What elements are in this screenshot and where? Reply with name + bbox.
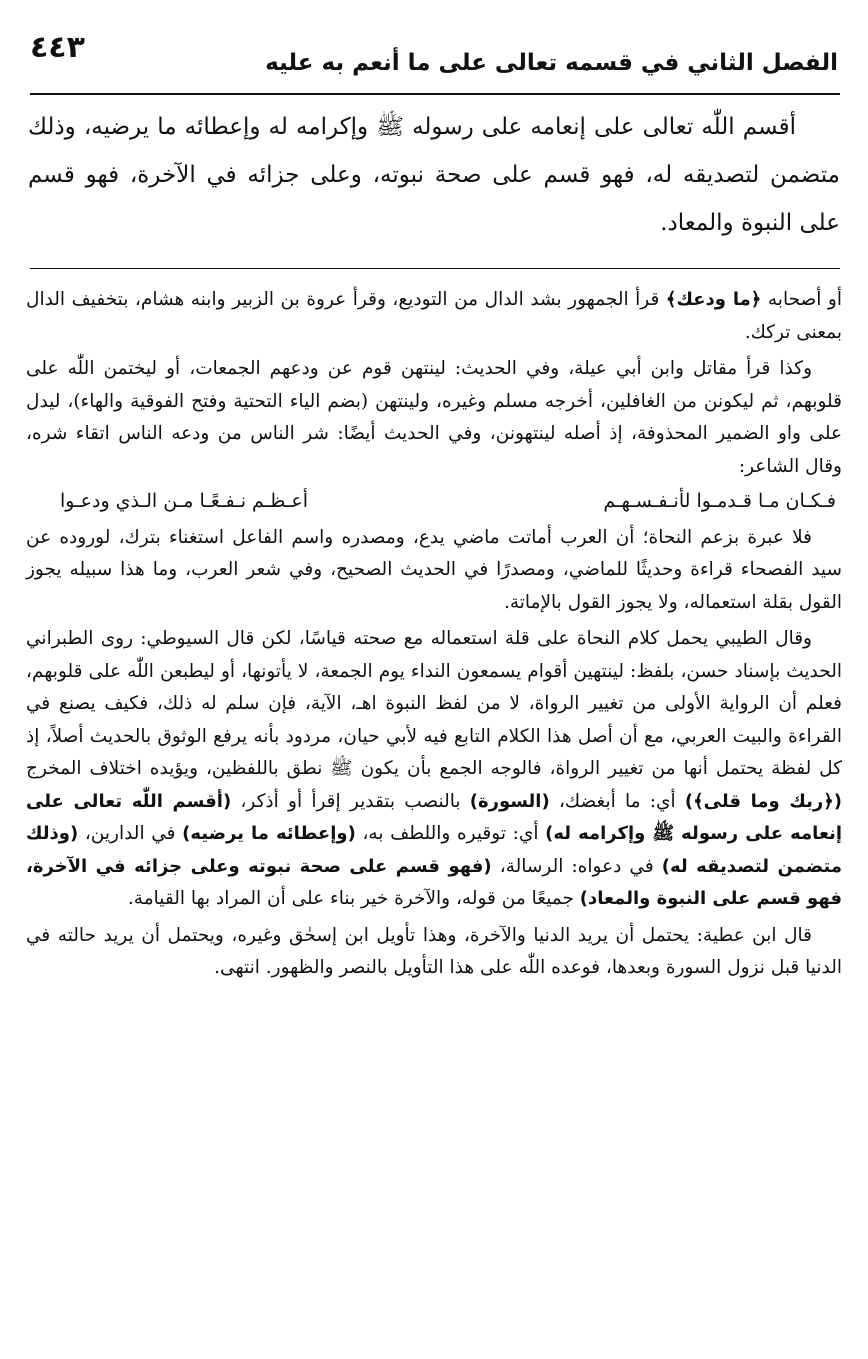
text-run: في الدارين،: [78, 823, 183, 844]
text-run: وقال الطيبي يحمل كلام النحاة على قلة استعماله مع صحته قياسًا، لكن قال السيوطي: روى الطبراني الحديث بإسناد حسن، بلفظ: لينتهين أقوام يسمعون النداء يوم الجمعة، لا يأتونها، أو ليطبعن اللّٰه على قلوبهم، فعلم أن الرواية الأولى من تغيير الرواة، لا من لفظ النبوة اهـ، الآية، فإن سلم له ذلك، فكيف يصنع في القراءة والبيت العربي، مع أن أصل هذا الكلام التابع فيه لأبي حيان، مردود بأنه يرفع الوثوق بالحديث أصلاً، إذ كل لفظة يحتمل أنها من تغيير الرواة، فالوجه الجمع بأن يكون ﷺ نطق باللفظين، ويؤيده اختلاف المخرج: [26, 628, 842, 779]
text-run: في دعواه: الرسالة،: [491, 855, 662, 877]
running-title: الفصل الثاني في قسمه تعالى على ما أنعم به عليه: [265, 50, 838, 76]
page-number: ٤٤٣: [30, 30, 85, 65]
bold-quote: (وإعطائه ما يرضيه): [182, 823, 356, 844]
bold-quote: (فهو قسم على صحة نبوته وعلى جزائه في الآخرة، فهو قسم على النبوة والمعاد): [26, 855, 842, 909]
bold-quote: (وذلك متضمن لتصديقه له): [26, 823, 842, 877]
poem-first-hemistich: فـكـان مـا قـدمـوا لأنـفـسـهـم: [603, 490, 836, 512]
text-run: قرأ الجمهور بشد الدال من التوديع، وقرأ عروة بن الزبير وابنه هشام، بتخفيف الدال بمعنى تركك.: [26, 289, 842, 343]
text-run: جميعًا من قوله، والآخرة خير بناء على أن المراد بها القيامة.: [127, 888, 580, 909]
quran-quote: (﴿ربك وما قلى﴾): [684, 790, 842, 812]
bold-quote: (أقسم اللّٰه تعالى على إنعامه على رسوله ﷺ وإكرامه له): [26, 790, 842, 844]
commentary-paragraph-5: قال ابن عطية: يحتمل أن يريد الدنيا والآخرة، وهذا تأويل ابن إسحٰق وغيره، ويحتمل أن يريد حالته في الدنيا قبل نزول السورة وبعدها، فوعده اللّٰه على هذا التأويل بالنصر والظهور. انتهى.: [26, 924, 842, 978]
commentary: [26, 284, 842, 985]
bold-quote: (السورة): [469, 790, 550, 812]
commentary-paragraph-1: [26, 284, 842, 349]
main-text: [28, 103, 840, 247]
text-run: أي: ما أبغضك،: [549, 790, 685, 812]
text-run: أو أصحابه: [761, 289, 842, 310]
text-run: بالنصب بتقدير إقرأ أو أذكر،: [231, 790, 470, 812]
commentary-paragraph-3: فلا عبرة بزعم النحاة؛ أن العرب أماتت ماضي يدع، ومصدره واسم الفاعل استغناء بترك، لوروده عن سيد الفصحاء قراءة وحديثًا للماضي، ومصدرًا في الحديث الصحيح، وفي شعر العرب، وما هذا سبيله يجوز القول بقلة استعماله، ولا يجوز القول بالإماتة.: [26, 526, 842, 613]
commentary-paragraph-4: [26, 623, 842, 916]
text-run: أي: توقيره واللطف به،: [355, 823, 546, 844]
poem-second-hemistich: أعـظـم نـفـعًـا مـن الـذي ودعـوا: [60, 490, 309, 512]
main-paragraph: أقسم اللّٰه تعالى على إنعامه على رسوله ﷺ وإكرامه له وإعطائه ما يرضيه، وذلك متضمن لتصديقه له، فهو قسم على صحة نبوته، وعلى جزائه في الآخرة، فهو قسم على النبوة والمعاد.: [28, 114, 840, 236]
quran-quote: ﴿ما ودعك﴾: [665, 289, 762, 310]
poem-verse: [26, 485, 842, 518]
header-rule: [30, 93, 840, 95]
commentary-paragraph-2: وكذا قرأ مقاتل وابن أبي عيلة، وفي الحديث: لينتهن قوم عن ودعهم الجمعات، أو ليختمن اللّٰه على قلوبهم، ثم ليكونن من الغافلين، أخرجه مسلم وغيره، ولينتهن (بضم الياء التحتية وفتح الفوقية والهاء)، ليدل على واو الضمير المحذوفة، إذ أصله لينتهونن، وفي الحديث أيضًا: شر الناس من ودعه الناس اتقاء شره، وقال الشاعر:: [26, 358, 842, 477]
footnote-separator: [30, 268, 840, 269]
